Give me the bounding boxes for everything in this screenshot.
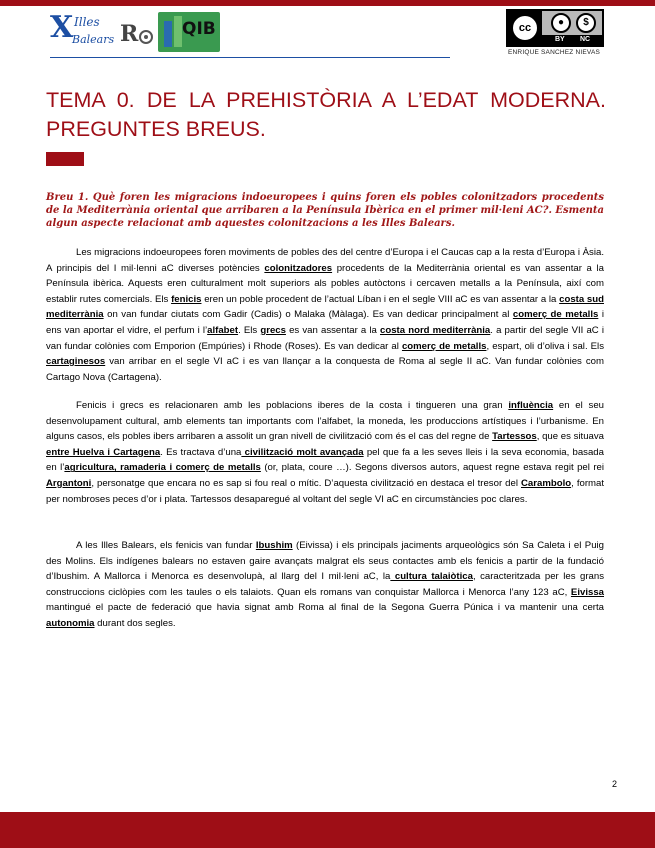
keyword-highlight: costa nord mediterrània xyxy=(380,324,491,336)
illes-balears-logo xyxy=(50,11,122,56)
author-name: ENRIQUE SANCHEZ NIEVAS xyxy=(508,49,601,56)
question-text: Breu 1. Què foren les migracions indoeuropees i quins foren els pobles colonitzadors procedents de la Mediterrània oriental que arribaren a la Península Ibèrica en el primer mil·leni AC?. Esmenta algun aspecte relacionat amb aquestes colonitzacions a les Illes Balears. xyxy=(46,192,604,229)
creative-commons-badge xyxy=(506,9,604,47)
keyword-highlight: Argantoni xyxy=(46,477,92,489)
r-logo: R xyxy=(120,21,139,47)
keyword-highlight: costa sud mediterrània xyxy=(46,293,604,321)
illes-logo-text-1: Illes xyxy=(74,15,100,29)
no-commercial-icon: $ xyxy=(576,13,596,33)
page-number: 2 xyxy=(612,779,618,789)
keyword-highlight: agricultura, ramaderia i comerç de metalls xyxy=(64,462,261,474)
qib-logo-bar-icon xyxy=(164,21,172,47)
keyword-highlight: autonomia xyxy=(46,617,95,629)
illes-logo-text-2: Balears xyxy=(72,33,115,46)
keyword-highlight: Tartessos xyxy=(492,431,537,443)
keyword-highlight: influència xyxy=(508,400,554,411)
qib-logo xyxy=(158,12,220,52)
cc-label-strip xyxy=(542,35,604,47)
keyword-highlight: Eivissa xyxy=(570,586,604,598)
illes-logo-mark-icon: X xyxy=(50,10,74,45)
bottom-accent-bar xyxy=(0,812,655,848)
keyword-highlight: entre Huelva i Cartagena xyxy=(46,446,161,458)
circle-logo-icon xyxy=(139,30,153,44)
keyword-highlight: Carambolo xyxy=(521,477,572,489)
answer-paragraph: A les Illes Balears, els fenicis van fundar Ibushim (Eivissa) i els principals jaciments arqueològics són Sa Caleta i el Puig des Molins. Els indígenes balears no estaven gaire avançats malgrat els seus contactes amb els fenicis a partir de la fundació d’Ibushim. A Mallorca i Menorca es desenvolupà, al llarg del I mil·leni aC, la cultura talaiòtica, caracteritzada per les grans construccions ciclòpies com les taules o els talaiots. Quan els romans van conquistar Mallorca i Menorca l’any 123 aC, Eivissa mantingué el pacte de federació que havia signat amb Roma al final de la Segona Guerra Púnica i va mantenir una certa autonomia durant dos segles. xyxy=(46,540,604,629)
answer-paragraph: Les migracions indoeuropees foren moviments de pobles des del centre d’Europa i el Caucas cap a la resta d’Europa i Àsia. A principis del I mil·lenni aC diverses potències colonitzadores procedents de la Mediterrània oriental es van assentar a la Península ibèrica. Aquests eren culturalment molt superiors als pobles autòctons i cercaven metalls a la Península, així com establir rutes comercials. Els fenicis eren un poble procedent de l’actual Líban i en el segle VIII aC es van assentar a la costa sud mediterrània on van fundar ciutats com Gadir (Cadis) o Malaka (Màlaga). Es van dedicar principalment al comerç de metalls i ens van aportar el vidre, el perfum i l’alfabet. Els grecs es van assentar a la costa nord mediterrània. a partir del segle VII aC i van fundar colònies com Emporion (Empúries) i Rhode (Roses). Es van dedicar al comerç de metalls, espart, oli d’oliva i sal. Els cartaginesos van arribar en el segle VI aC i es van llançar a la conquesta de Roma al segle II aC. Van fundar colònies com Cartago Nova (Cartagena). xyxy=(46,247,604,383)
cc-icon: cc xyxy=(511,14,539,42)
cc-by-label: BY xyxy=(555,36,565,43)
qib-logo-bar-icon xyxy=(174,16,182,47)
keyword-highlight: comerç de metalls xyxy=(512,309,599,321)
page-title: TEMA 0. DE LA PREHISTÒRIA A L’EDAT MODERNA. PREGUNTES BREUS. xyxy=(46,88,606,141)
qib-logo-text: QIB xyxy=(182,19,216,39)
keyword-highlight: comerç de metalls xyxy=(401,340,487,352)
keyword-highlight: cultura talaiòtica xyxy=(390,571,473,583)
header-divider xyxy=(50,57,450,58)
answer-paragraph: Fenicis i grecs es relacionaren amb les poblacions iberes de la costa i tingueren una gran influència en el seu desenvolupament cultural, amb elements tan importants com l’alfabet, la moneda, les produccions artístiques i l’urbanisme. En alguns casos, els pobles ibers arribaren a assolit un gran nivell de civilització com és el cas del regne de Tartessos, que es situava entre Huelva i Cartagena. Es tractava d’una civilització molt avançada pel que fa a les seves lleis i la seva economia, basada en l’agricultura, ramaderia i comerç de metalls (or, plata, coure …). Segons diversos autors, aquest regne estava regit pel rei Argantoni, personatge que encara no es sap si fou real o mític. D’aquesta civilització en destaca el tresor del Carambolo, format per nombroses peces d’or i plata. Tartessos desaparegué al voltant del segle VI aC en circumstàncies poc clares. xyxy=(46,400,605,505)
cc-nc-label: NC xyxy=(580,36,591,43)
keyword-highlight: colonitzadores xyxy=(264,262,333,274)
keyword-highlight: civilització molt avançada xyxy=(241,446,364,458)
keyword-highlight: Ibushim xyxy=(255,540,293,551)
keyword-highlight: alfabet xyxy=(207,324,239,336)
keyword-highlight: grecs xyxy=(260,324,286,336)
person-icon: ● xyxy=(551,13,571,33)
institution-logos xyxy=(50,11,220,56)
keyword-highlight: cartaginesos xyxy=(46,356,106,368)
keyword-highlight: fenicis xyxy=(171,293,202,305)
top-accent-bar xyxy=(0,0,655,6)
title-accent-block xyxy=(46,152,84,166)
